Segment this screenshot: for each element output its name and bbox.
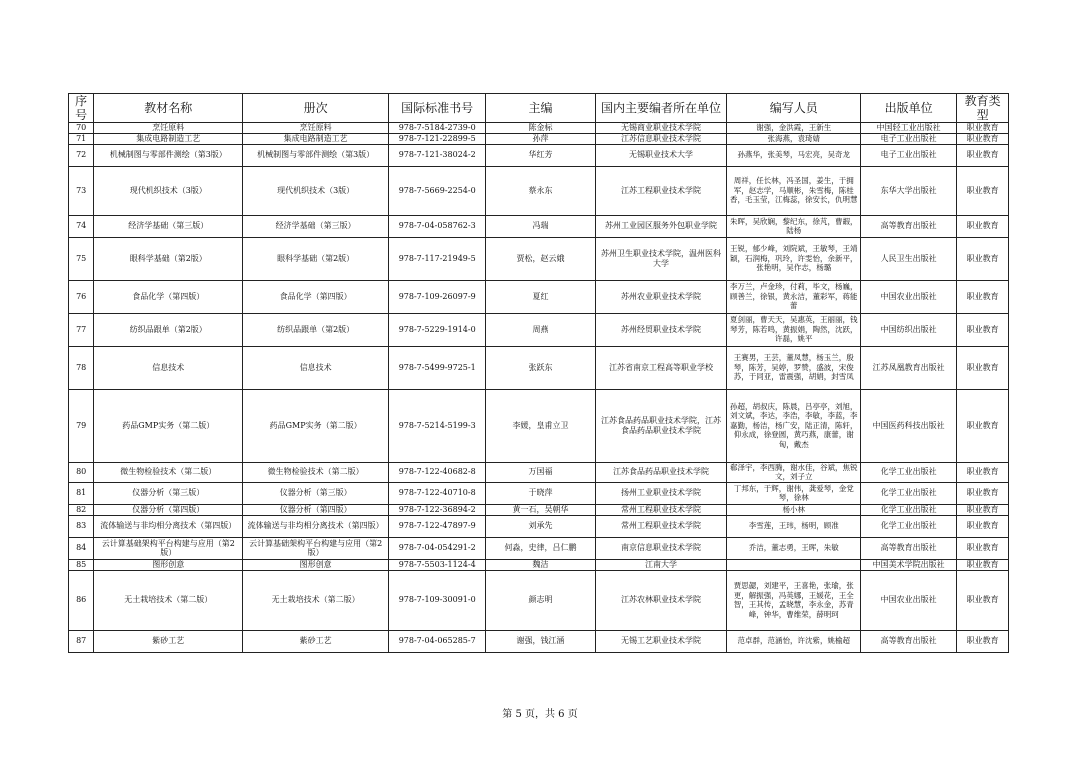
table-row — [69, 215, 1009, 237]
isbn: 978-7-5229-1914-0 — [389, 313, 486, 346]
book-title: 烹饪原料 — [94, 123, 243, 134]
book-volume: 仪器分析（第三版） — [243, 482, 389, 504]
education-type: 职业教育 — [957, 462, 1009, 482]
isbn: 978-7-121-22899-5 — [389, 133, 486, 144]
publisher: 中国农业出版社 — [861, 570, 957, 630]
institution: 扬州工业职业技术学院 — [595, 482, 727, 504]
row-index: 74 — [69, 215, 94, 237]
isbn: 978-7-121-38024-2 — [389, 144, 486, 166]
table-row — [69, 237, 1009, 280]
row-index: 80 — [69, 462, 94, 482]
table-row — [69, 462, 1009, 482]
textbook-table-container — [68, 93, 1009, 653]
education-type: 职业教育 — [957, 144, 1009, 166]
writers: 孙燕华，张美琴，马宏亮，吴奇龙 — [727, 144, 861, 166]
row-index: 85 — [69, 559, 94, 570]
chief-editor: 孙萍 — [486, 133, 595, 144]
row-index: 75 — [69, 237, 94, 280]
book-title: 机械制图与零部件测绘（第3版） — [94, 144, 243, 166]
publisher: 化学工业出版社 — [861, 504, 957, 515]
table-row — [69, 537, 1009, 559]
publisher: 东华大学出版社 — [861, 166, 957, 215]
institution: 无锡职业技术大学 — [595, 144, 727, 166]
isbn: 978-7-122-36894-2 — [389, 504, 486, 515]
education-type: 职业教育 — [957, 504, 1009, 515]
publisher: 人民卫生出版社 — [861, 237, 957, 280]
row-index: 83 — [69, 515, 94, 537]
publisher: 江苏凤凰教育出版社 — [861, 346, 957, 389]
row-index: 73 — [69, 166, 94, 215]
isbn: 978-7-5503-1124-4 — [389, 559, 486, 570]
education-type: 职业教育 — [957, 515, 1009, 537]
chief-editor: 万国福 — [486, 462, 595, 482]
chief-editor: 颜志明 — [486, 570, 595, 630]
writers: 王赛男，王芸，董凤慧，杨玉兰，殷琴，陈芳，吴婷，罗赞，盛波，宋俊苏，于同亚，雷震强，胡娟，封雪凤 — [727, 346, 861, 389]
table-row — [69, 630, 1009, 652]
publisher: 电子工业出版社 — [861, 144, 957, 166]
header-institution: 国内主要编者所在单位 — [595, 94, 727, 123]
header-isbn: 国际标准书号 — [389, 94, 486, 123]
book-volume: 食品化学（第四版） — [243, 280, 389, 313]
publisher: 高等教育出版社 — [861, 537, 957, 559]
publisher: 高等教育出版社 — [861, 630, 957, 652]
isbn: 978-7-5214-5199-3 — [389, 389, 486, 462]
writers: 谢强，金洪霞，王新生 — [727, 123, 861, 134]
writers — [727, 559, 861, 570]
table-row — [69, 559, 1009, 570]
isbn: 978-7-122-47897-9 — [389, 515, 486, 537]
book-volume: 图形创意 — [243, 559, 389, 570]
isbn: 978-7-04-054291-2 — [389, 537, 486, 559]
writers: 孙超，胡叔庆，陈晨，吕亭亭，刘旭，刘文斌，李达，李浩，李敏，李蓝，李嘉勤，杨洁，杨广安，陆正清，陈轩，仰永成，徐登圆，黄巧燕，康蕾，谢匈，戴杰 — [727, 389, 861, 462]
book-volume: 仪器分析（第四版） — [243, 504, 389, 515]
institution: 苏州经贸职业技术学院 — [595, 313, 727, 346]
book-title: 集成电路制造工艺 — [94, 133, 243, 144]
book-volume: 无土栽培技术（第二版） — [243, 570, 389, 630]
table-row — [69, 504, 1009, 515]
isbn: 978-7-109-30091-0 — [389, 570, 486, 630]
book-volume: 药品GMP实务（第二版） — [243, 389, 389, 462]
institution: 江苏食品药品职业技术学院 — [595, 462, 727, 482]
isbn: 978-7-122-40682-8 — [389, 462, 486, 482]
table-row — [69, 482, 1009, 504]
book-title: 云计算基础架构平台构建与应用（第2版） — [94, 537, 243, 559]
book-volume: 经济学基础（第三版） — [243, 215, 389, 237]
table-row — [69, 133, 1009, 144]
chief-editor: 谢强，钱江涵 — [486, 630, 595, 652]
chief-editor: 刘承先 — [486, 515, 595, 537]
book-title: 流体输送与非均相分离技术（第四版） — [94, 515, 243, 537]
institution: 江苏信息职业技术学院 — [595, 133, 727, 144]
education-type: 职业教育 — [957, 389, 1009, 462]
book-title: 眼科学基础（第2版） — [94, 237, 243, 280]
institution: 江苏省南京工程高等职业学校 — [595, 346, 727, 389]
institution: 常州工程职业技术学院 — [595, 504, 727, 515]
chief-editor: 于晓萍 — [486, 482, 595, 504]
book-volume: 眼科学基础（第2版） — [243, 237, 389, 280]
publisher: 中国轻工业出版社 — [861, 123, 957, 134]
header-publisher: 出版单位 — [861, 94, 957, 123]
row-index: 87 — [69, 630, 94, 652]
isbn: 978-7-117-21949-5 — [389, 237, 486, 280]
publisher: 中国美术学院出版社 — [861, 559, 957, 570]
institution: 苏州工业园区服务外包职业学院 — [595, 215, 727, 237]
header-chief-editor: 主编 — [486, 94, 595, 123]
table-row — [69, 166, 1009, 215]
isbn: 978-7-122-40710-8 — [389, 482, 486, 504]
chief-editor: 何淼，史律，吕仁鹏 — [486, 537, 595, 559]
writers: 周祥，任长林，冯圣国，姜生，于拥军，赵志学，马顺彬，朱雪梅，陈桂香，毛玉莹，江梅蕊，徐安长，仇明慧 — [727, 166, 861, 215]
isbn: 978-7-5184-2739-0 — [389, 123, 486, 134]
chief-editor: 周燕 — [486, 313, 595, 346]
chief-editor: 黄一石，吴朝华 — [486, 504, 595, 515]
table-row — [69, 346, 1009, 389]
institution: 江苏农林职业技术学院 — [595, 570, 727, 630]
row-index: 82 — [69, 504, 94, 515]
chief-editor: 张跃东 — [486, 346, 595, 389]
book-volume: 流体输送与非均相分离技术（第四版） — [243, 515, 389, 537]
book-volume: 纺织品跟单（第2版） — [243, 313, 389, 346]
book-title: 经济学基础（第三版） — [94, 215, 243, 237]
book-title: 现代机织技术（3版） — [94, 166, 243, 215]
book-title: 紫砂工艺 — [94, 630, 243, 652]
institution: 常州工程职业技术学院 — [595, 515, 727, 537]
education-type: 职业教育 — [957, 123, 1009, 134]
writers: 李雪莲，王玮，杨明，顾准 — [727, 515, 861, 537]
row-index: 77 — [69, 313, 94, 346]
textbook-table — [68, 93, 1009, 653]
education-type: 职业教育 — [957, 559, 1009, 570]
institution: 江苏食品药品职业技术学院，江苏食品药品职业技术学院 — [595, 389, 727, 462]
table-row — [69, 280, 1009, 313]
writers: 朱晖，吴欣娴，黎纪东，徐芃，曹嘏，陆杨 — [727, 215, 861, 237]
education-type: 职业教育 — [957, 133, 1009, 144]
education-type: 职业教育 — [957, 280, 1009, 313]
header-writers: 编写人员 — [727, 94, 861, 123]
table-body — [69, 123, 1009, 653]
book-volume: 集成电路制造工艺 — [243, 133, 389, 144]
page-number: 第 5 页，共 6 页 — [502, 709, 578, 720]
book-title: 信息技术 — [94, 346, 243, 389]
header-title: 教材名称 — [94, 94, 243, 123]
book-title: 微生物检验技术（第二版） — [94, 462, 243, 482]
publisher: 化学工业出版社 — [861, 482, 957, 504]
chief-editor: 李媛，皇甫立卫 — [486, 389, 595, 462]
writers: 丁邦东，于辉，谢伟，龚爱琴，金党琴，徐林 — [727, 482, 861, 504]
institution: 苏州卫生职业技术学院，温州医科大学 — [595, 237, 727, 280]
education-type: 职业教育 — [957, 630, 1009, 652]
writers: 郗泽宇，李西腾，谢水佳，谷斌，焦锐文，刘子立 — [727, 462, 861, 482]
isbn: 978-7-5499-9725-1 — [389, 346, 486, 389]
chief-editor: 华红芳 — [486, 144, 595, 166]
chief-editor: 贾松，赵云娥 — [486, 237, 595, 280]
book-title: 图形创意 — [94, 559, 243, 570]
institution: 南京信息职业技术学院 — [595, 537, 727, 559]
publisher: 化学工业出版社 — [861, 462, 957, 482]
education-type: 职业教育 — [957, 537, 1009, 559]
table-row — [69, 123, 1009, 134]
book-volume: 微生物检验技术（第二版） — [243, 462, 389, 482]
book-title: 无土栽培技术（第二版） — [94, 570, 243, 630]
education-type: 职业教育 — [957, 313, 1009, 346]
row-index: 84 — [69, 537, 94, 559]
education-type: 职业教育 — [957, 166, 1009, 215]
education-type: 职业教育 — [957, 346, 1009, 389]
book-volume: 机械制图与零部件测绘（第3版） — [243, 144, 389, 166]
book-title: 食品化学（第四版） — [94, 280, 243, 313]
writers: 王锐，郁少峰，刘院斌，王敏琴，王靖颖，石润梅，巩玲，许雯怡，余新平，张艳明，吴作志，杨璐 — [727, 237, 861, 280]
table-row — [69, 313, 1009, 346]
row-index: 78 — [69, 346, 94, 389]
header-education-type: 教育类型 — [957, 94, 1009, 123]
writers: 乔洁，董志勇，王晖，朱敏 — [727, 537, 861, 559]
table-header-row — [69, 94, 1009, 123]
institution: 无锡工艺职业技术学院 — [595, 630, 727, 652]
publisher: 电子工业出版社 — [861, 133, 957, 144]
book-volume: 信息技术 — [243, 346, 389, 389]
book-title: 药品GMP实务（第二版） — [94, 389, 243, 462]
isbn: 978-7-109-26097-9 — [389, 280, 486, 313]
book-title: 纺织品跟单（第2版） — [94, 313, 243, 346]
publisher: 中国纺织出版社 — [861, 313, 957, 346]
chief-editor: 陈金标 — [486, 123, 595, 134]
publisher: 化学工业出版社 — [861, 515, 957, 537]
chief-editor: 夏红 — [486, 280, 595, 313]
education-type: 职业教育 — [957, 570, 1009, 630]
chief-editor: 蔡永东 — [486, 166, 595, 215]
table-row — [69, 144, 1009, 166]
table-row — [69, 515, 1009, 537]
chief-editor: 冯瑞 — [486, 215, 595, 237]
book-title: 仪器分析（第三版） — [94, 482, 243, 504]
publisher: 中国医药科技出版社 — [861, 389, 957, 462]
row-index: 70 — [69, 123, 94, 134]
book-volume: 现代机织技术（3版） — [243, 166, 389, 215]
header-volume: 册次 — [243, 94, 389, 123]
row-index: 79 — [69, 389, 94, 462]
institution: 江苏工程职业技术学院 — [595, 166, 727, 215]
row-index: 76 — [69, 280, 94, 313]
table-row — [69, 389, 1009, 462]
row-index: 81 — [69, 482, 94, 504]
education-type: 职业教育 — [957, 237, 1009, 280]
book-title: 仪器分析（第四版） — [94, 504, 243, 515]
publisher: 高等教育出版社 — [861, 215, 957, 237]
publisher: 中国农业出版社 — [861, 280, 957, 313]
education-type: 职业教育 — [957, 215, 1009, 237]
book-volume: 云计算基础架构平台构建与应用（第2版） — [243, 537, 389, 559]
table-row — [69, 570, 1009, 630]
isbn: 978-7-04-058762-3 — [389, 215, 486, 237]
writers: 夏剑丽，曹天天，吴惠英，王丽丽，钱琴芳，陈若鸣，黄振娟，陶然，沈跃，许磊，姚平 — [727, 313, 861, 346]
header-index: 序号 — [69, 94, 94, 123]
writers: 范卓群，范涵怡，许沈紫，姚榆超 — [727, 630, 861, 652]
book-volume: 紫砂工艺 — [243, 630, 389, 652]
book-volume: 烹饪原料 — [243, 123, 389, 134]
isbn: 978-7-5669-2254-0 — [389, 166, 486, 215]
writers: 李万兰，卢金珍，付莉，毕文，杨巍，顾善兰，徐银，黄永洁，董彩军，蒋能蕾 — [727, 280, 861, 313]
row-index: 72 — [69, 144, 94, 166]
row-index: 86 — [69, 570, 94, 630]
institution: 无锡商业职业技术学院 — [595, 123, 727, 134]
writers: 张海燕，袁琦婧 — [727, 133, 861, 144]
institution: 江南大学 — [595, 559, 727, 570]
institution: 苏州农业职业技术学院 — [595, 280, 727, 313]
isbn: 978-7-04-065285-7 — [389, 630, 486, 652]
row-index: 71 — [69, 133, 94, 144]
education-type: 职业教育 — [957, 482, 1009, 504]
writers: 贾思勰，刘建平，王喜艳，张瑜，张更，解振强，冯英娜，王媛花，王全智，王其传，孟晓慧，李永金，苏青峰，钟华，曹维荣，薛明珂 — [727, 570, 861, 630]
writers: 杨小林 — [727, 504, 861, 515]
chief-editor: 魏洁 — [486, 559, 595, 570]
